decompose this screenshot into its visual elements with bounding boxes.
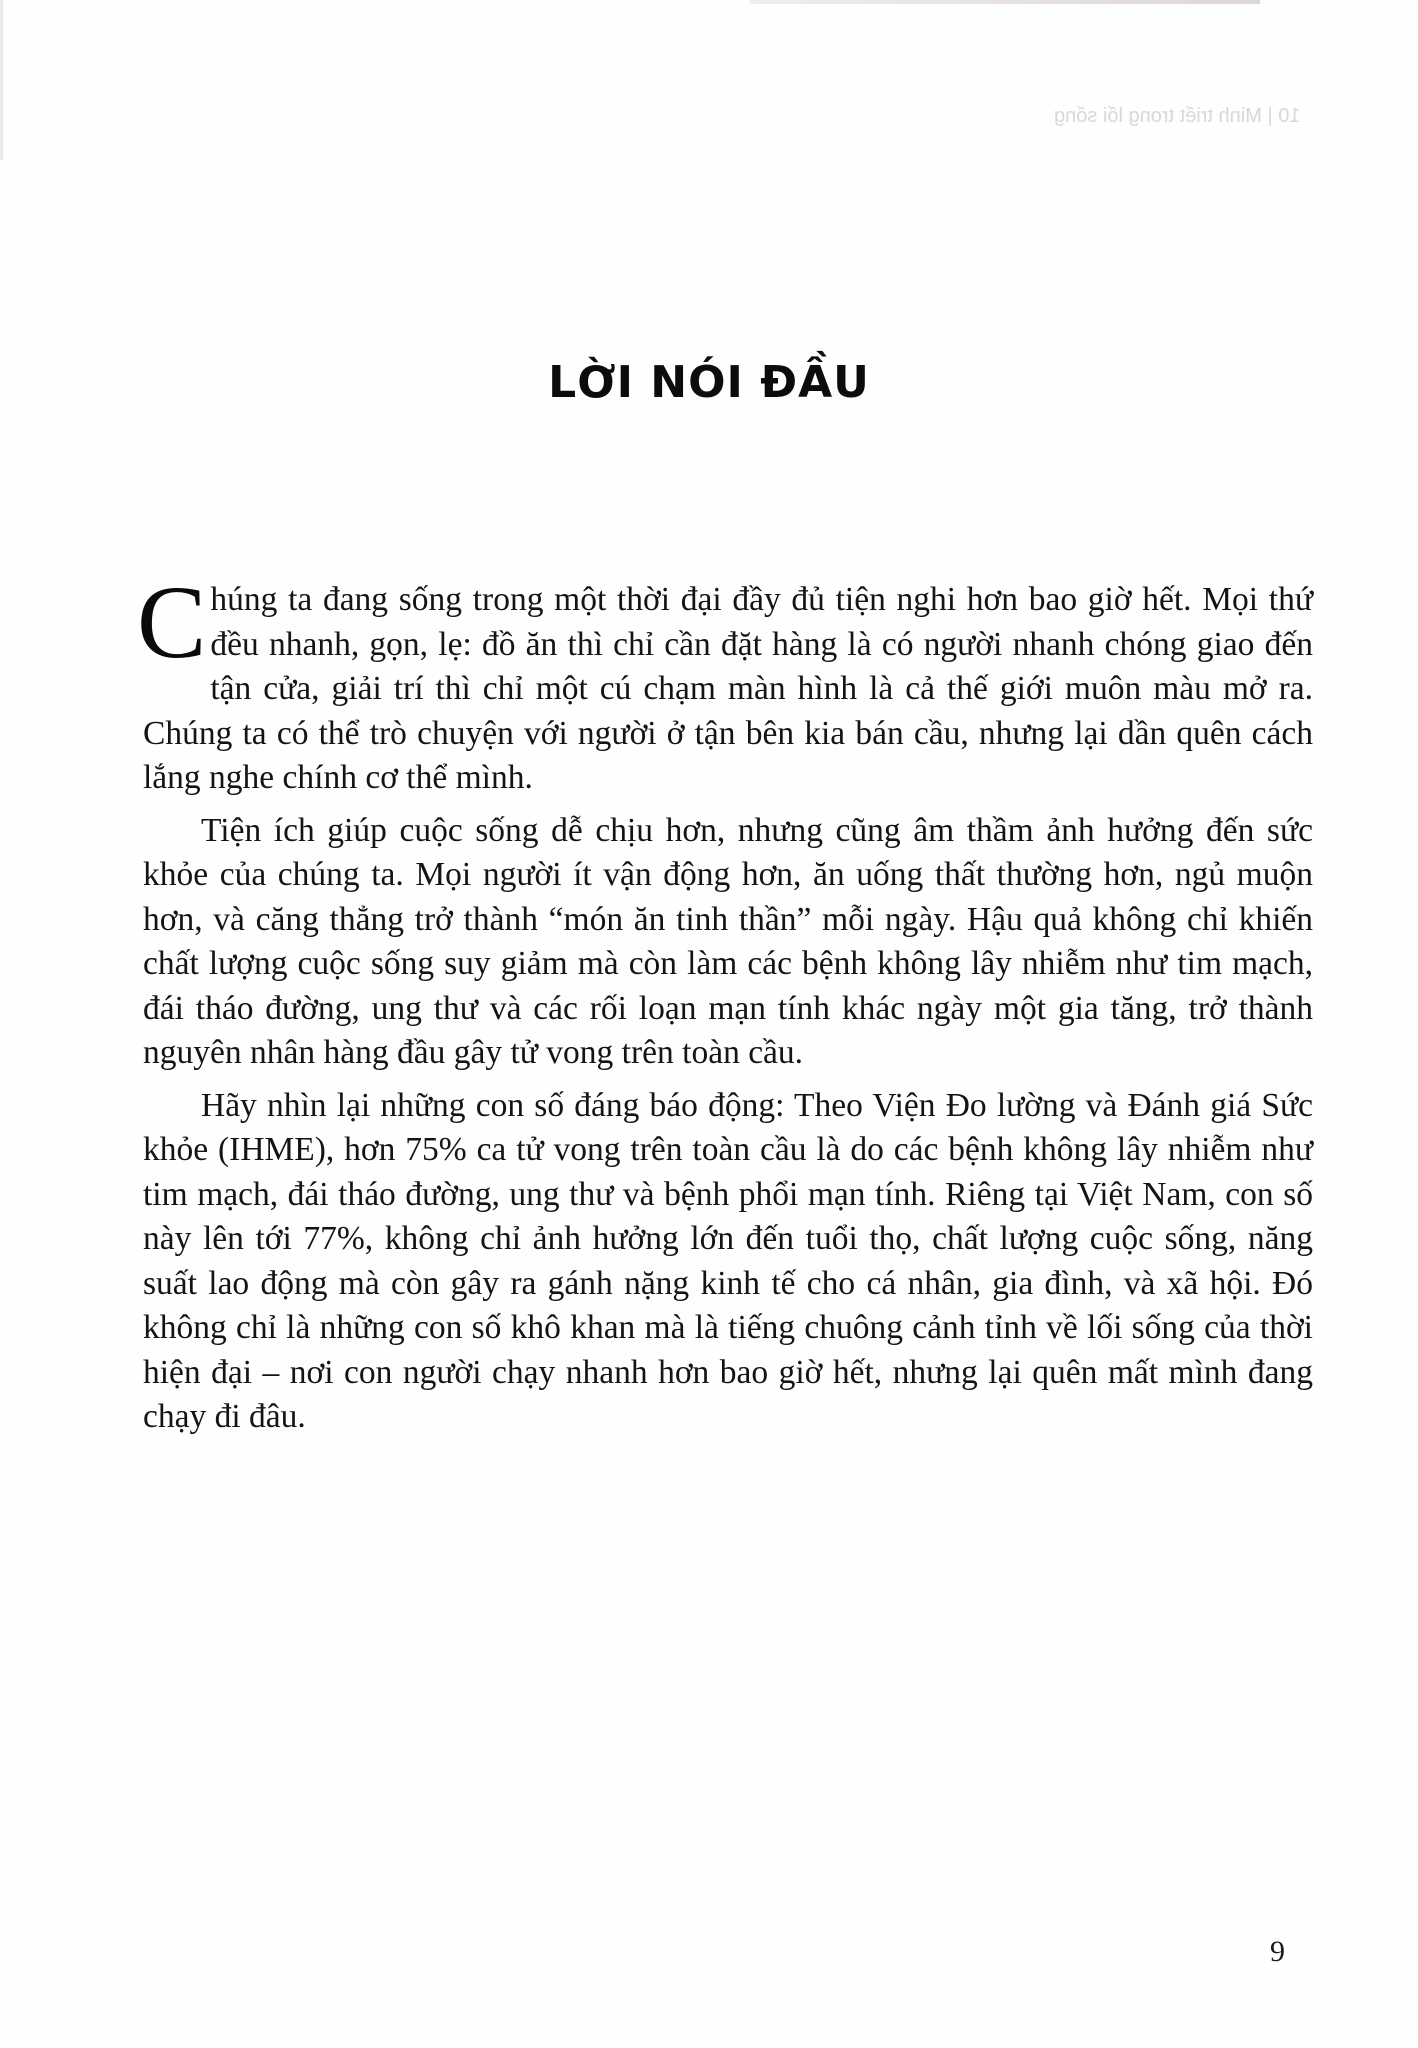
paragraph-1 — [137, 565, 1313, 801]
page-number: 9 — [1270, 1935, 1285, 1968]
paragraph-3: Hãy nhìn lại những con số đáng báo động: Theo Viện Đo lường và Đánh giá Sức khỏe (IHME), hơn 75% ca tử vong trên toàn cầu là do các bệnh không lây nhiễm như tim mạch, đái tháo đường, ung thư và bệnh phổi mạn tính. Riêng tại Việt Nam, con số này lên tới 77%, không chỉ ảnh hưởng lớn đến tuổi thọ, chất lượng cuộc sống, năng suất lao động mà còn gây ra gánh nặng kinh tế cho cá nhân, gia đình, và xã hội. Đó không chỉ là những con số khô khan mà là tiếng chuông cảnh tỉnh về lối sống của thời hiện đại – nơi con người chạy nhanh hơn bao giờ hết, nhưng lại quên mất mình đang chạy đi đâu. — [143, 1086, 1313, 1435]
page-title: LỜI NÓI ĐẦU — [548, 357, 870, 409]
paragraph-2: Tiện ích giúp cuộc sống dễ chịu hơn, nhưng cũng âm thầm ảnh hưởng đến sức khỏe của chúng ta. Mọi người ít vận động hơn, ăn uống thất thường hơn, ngủ muộn hơn, và căng thẳng trở thành “món ăn tinh thần” mỗi ngày. Hậu quả không chỉ khiến chất lượng cuộc sống suy giảm mà còn làm các bệnh không lây nhiễm như tim mạch, đái tháo đường, ung thư và các rối loạn mạn tính khác ngày một gia tăng, trở thành nguyên nhân hàng đầu gây tử vong trên toàn cầu. — [143, 811, 1313, 1071]
page-top-edge — [750, 0, 1260, 4]
body-text — [137, 565, 1313, 1448]
page-left-edge — [0, 0, 3, 160]
bleed-through-running-header: 10 | Minh triết trong lối sống — [1053, 105, 1300, 127]
drop-cap: C — [137, 565, 207, 680]
paragraph-1-text: húng ta đang sống trong một thời đại đầy đủ tiện nghi hơn bao giờ hết. Mọi thứ đều nhanh, gọn, lẹ: đồ ăn thì chỉ cần đặt hàng là có người nhanh chóng giao đến tận cửa, giải trí thì chỉ một cú chạm màn hình là cả thế giới muôn màu mở ra. Chúng ta có thể trò chuyện với người ở tận bên kia bán cầu, nhưng lại dần quên cách lắng nghe chính cơ thể mình. — [143, 581, 1313, 796]
